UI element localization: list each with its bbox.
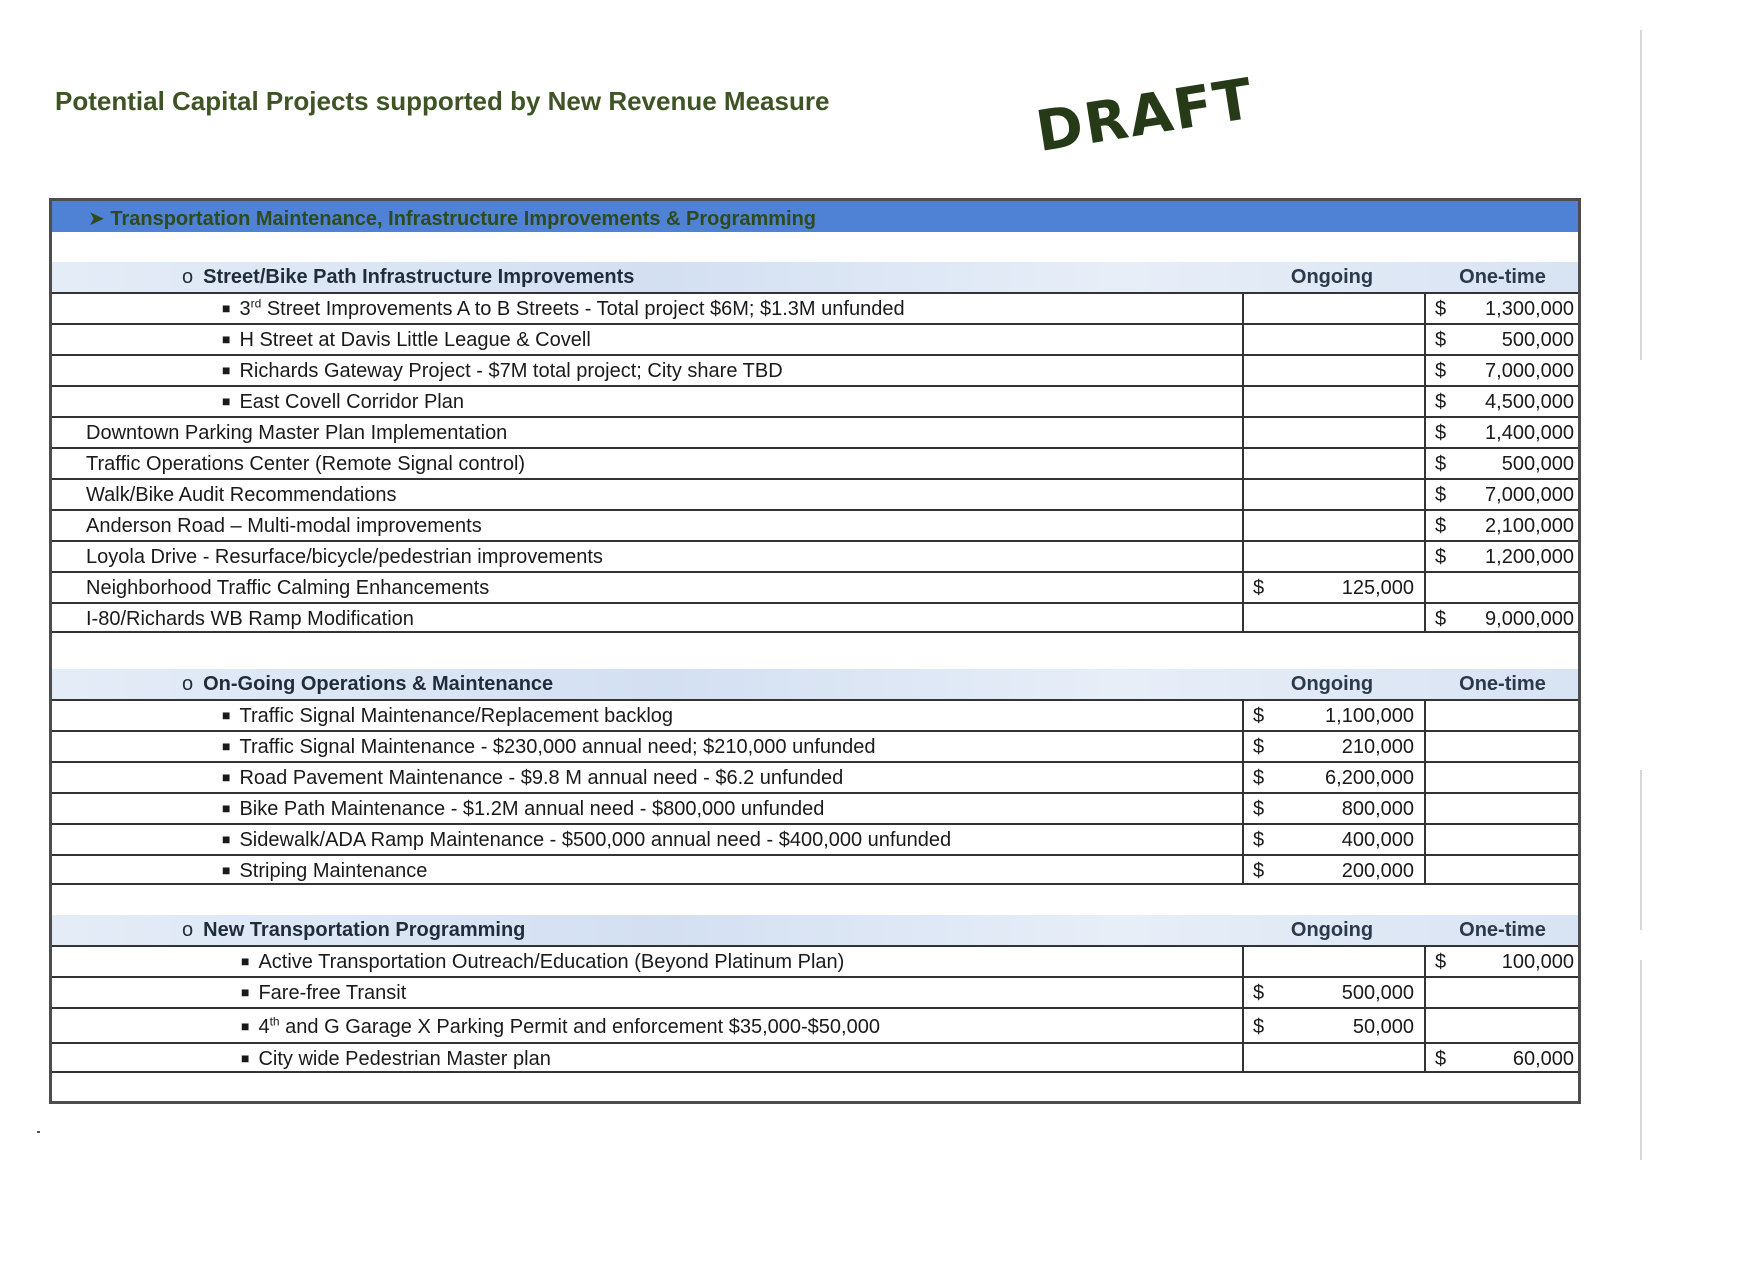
table-row: ■ Sidewalk/ADA Ramp Maintenance - $500,000 annual need - $400,000 unfunded $ 400,000 <box>52 823 1578 854</box>
section-header-programming <box>52 915 1578 945</box>
square-bullet-icon: ■ <box>222 769 231 785</box>
column-header-ongoing: Ongoing <box>1290 673 1374 695</box>
ongoing-amount: 500,000 <box>1341 982 1414 1004</box>
table-row: ■ Road Pavement Maintenance - $9.8 M annual need - $6.2 unfunded $ 6,200,000 <box>52 761 1578 792</box>
banner-label <box>88 206 816 231</box>
onetime-amount: 1,200,000 <box>1485 546 1574 568</box>
table-row: ■ Bike Path Maintenance - $1.2M annual need - $800,000 unfunded $ 800,000 <box>52 792 1578 823</box>
onetime-amount: 1,300,000 <box>1485 298 1574 320</box>
row-label: I-80/Richards WB Ramp Modification <box>86 608 414 630</box>
onetime-amount: 9,000,000 <box>1485 608 1574 630</box>
square-bullet-icon: ■ <box>241 1050 250 1066</box>
table-row: ■ Traffic Signal Maintenance - $230,000 annual need; $210,000 unfunded $ 210,000 <box>52 730 1578 761</box>
banner-text: Transportation Maintenance, Infrastructure Improvements & Programming <box>110 208 817 230</box>
circle-bullet-icon: o <box>182 919 194 941</box>
section-title: New Transportation Programming <box>203 919 526 941</box>
table-row: Neighborhood Traffic Calming Enhancements $ 125,000 <box>52 571 1578 602</box>
row-label: Bike Path Maintenance - $1.2M annual need - $800,000 unfunded <box>239 798 825 820</box>
square-bullet-icon: ■ <box>222 707 231 723</box>
scan-speck <box>37 1131 40 1133</box>
square-bullet-icon: ■ <box>241 984 250 1000</box>
row-label: H Street at Davis Little League & Covell <box>239 329 591 351</box>
ongoing-amount: 400,000 <box>1341 829 1414 851</box>
row-label: Striping Maintenance <box>239 860 428 882</box>
square-bullet-icon: ■ <box>222 862 231 878</box>
onetime-amount: 4,500,000 <box>1485 391 1574 413</box>
table-row: ■ Fare-free Transit $ 500,000 <box>52 976 1578 1007</box>
table-row: ■ East Covell Corridor Plan $ 4,500,000 <box>52 385 1578 416</box>
column-header-onetime: One-time <box>1459 266 1546 288</box>
table-row: ■ Striping Maintenance $ 200,000 <box>52 854 1578 885</box>
row-label: Active Transportation Outreach/Education (Beyond Platinum Plan) <box>258 951 845 973</box>
square-bullet-icon: ■ <box>222 362 231 378</box>
table-row: ■ 3rd Street Improvements A to B Streets - Total project $6M; $1.3M unfunded $ 1,300,000 <box>52 292 1578 323</box>
row-label: Downtown Parking Master Plan Implementation <box>86 422 508 444</box>
table-row: ■ H Street at Davis Little League & Covell $ 500,000 <box>52 323 1578 354</box>
square-bullet-icon: ■ <box>241 953 250 969</box>
onetime-amount: 100,000 <box>1501 951 1574 973</box>
ongoing-amount: 125,000 <box>1341 577 1414 599</box>
square-bullet-icon: ■ <box>222 331 231 347</box>
circle-bullet-icon: o <box>182 673 194 695</box>
table-row: ■ Richards Gateway Project - $7M total project; City share TBD $ 7,000,000 <box>52 354 1578 385</box>
scan-edge-line <box>1640 770 1642 930</box>
row-label: Anderson Road – Multi-modal improvements <box>86 515 482 537</box>
row-label: Fare-free Transit <box>258 982 407 1004</box>
row-label: Walk/Bike Audit Recommendations <box>86 484 397 506</box>
onetime-amount: 60,000 <box>1512 1048 1574 1070</box>
circle-bullet-icon: o <box>182 266 194 288</box>
row-label: Neighborhood Traffic Calming Enhancements <box>86 577 490 599</box>
row-label: Street Improvements A to B Streets - Total project $6M; $1.3M unfunded <box>261 298 905 320</box>
scan-edge-line <box>1640 30 1642 360</box>
scan-edge-line <box>1640 960 1642 1160</box>
square-bullet-icon: ■ <box>241 1018 250 1034</box>
row-label: Richards Gateway Project - $7M total project; City share TBD <box>239 360 783 382</box>
table-row: ■ City wide Pedestrian Master plan $ 60,000 <box>52 1042 1578 1073</box>
onetime-amount: 7,000,000 <box>1485 360 1574 382</box>
column-header-onetime: One-time <box>1459 919 1546 941</box>
draft-watermark: DRAFT <box>1031 66 1259 165</box>
ongoing-amount: 800,000 <box>1341 798 1414 820</box>
table-row: Walk/Bike Audit Recommendations $ 7,000,000 <box>52 478 1578 509</box>
onetime-amount: 500,000 <box>1501 453 1574 475</box>
ongoing-amount: 50,000 <box>1352 1016 1414 1038</box>
arrow-bullet-icon: ➤ <box>88 208 105 230</box>
row-label: Traffic Signal Maintenance - $230,000 annual need; $210,000 unfunded <box>239 736 876 758</box>
table-row: ■ Active Transportation Outreach/Education (Beyond Platinum Plan) $ 100,000 <box>52 945 1578 976</box>
row-label: Traffic Operations Center (Remote Signal control) <box>86 453 526 475</box>
column-header-ongoing: Ongoing <box>1290 919 1374 941</box>
square-bullet-icon: ■ <box>222 800 231 816</box>
square-bullet-icon: ■ <box>222 738 231 754</box>
ongoing-amount: 6,200,000 <box>1325 767 1414 789</box>
table-row: Downtown Parking Master Plan Implementation $ 1,400,000 <box>52 416 1578 447</box>
square-bullet-icon: ■ <box>222 831 231 847</box>
section-title: On-Going Operations & Maintenance <box>203 673 554 695</box>
column-header-ongoing: Ongoing <box>1290 266 1374 288</box>
onetime-amount: 7,000,000 <box>1485 484 1574 506</box>
table-row: Anderson Road – Multi-modal improvements $ 2,100,000 <box>52 509 1578 540</box>
ongoing-amount: 210,000 <box>1341 736 1414 758</box>
row-label: and G Garage X Parking Permit and enforcement $35,000-$50,000 <box>279 1016 880 1038</box>
square-bullet-icon: ■ <box>222 393 231 409</box>
section-header-street <box>52 262 1578 292</box>
onetime-amount: 500,000 <box>1501 329 1574 351</box>
table-row: Loyola Drive - Resurface/bicycle/pedestrian improvements $ 1,200,000 <box>52 540 1578 571</box>
table-row: ■ Traffic Signal Maintenance/Replacement backlog $ 1,100,000 <box>52 699 1578 730</box>
table-row: Traffic Operations Center (Remote Signal control) $ 500,000 <box>52 447 1578 478</box>
ongoing-amount: 200,000 <box>1341 860 1414 882</box>
square-bullet-icon: ■ <box>222 300 231 316</box>
table-row: ■ 4th and G Garage X Parking Permit and enforcement $35,000-$50,000 $ 50,000 <box>52 1007 1578 1042</box>
row-label: East Covell Corridor Plan <box>239 391 464 413</box>
section-title: Street/Bike Path Infrastructure Improvements <box>203 266 635 288</box>
onetime-amount: 1,400,000 <box>1485 422 1574 444</box>
row-label: Road Pavement Maintenance - $9.8 M annual need - $6.2 unfunded <box>239 767 844 789</box>
row-label: City wide Pedestrian Master plan <box>258 1048 551 1070</box>
category-banner <box>52 201 1578 232</box>
page-title: Potential Capital Projects supported by New Revenue Measure <box>55 86 830 116</box>
projects-table <box>49 198 1581 1104</box>
onetime-amount: 2,100,000 <box>1485 515 1574 537</box>
section-header-operations <box>52 669 1578 699</box>
row-label: Sidewalk/ADA Ramp Maintenance - $500,000 annual need - $400,000 unfunded <box>239 829 952 851</box>
table-row: I-80/Richards WB Ramp Modification $ 9,000,000 <box>52 602 1578 633</box>
row-label: Loyola Drive - Resurface/bicycle/pedestrian improvements <box>86 546 603 568</box>
column-header-onetime: One-time <box>1459 673 1546 695</box>
ongoing-amount: 1,100,000 <box>1325 705 1414 727</box>
row-label: Traffic Signal Maintenance/Replacement backlog <box>239 705 674 727</box>
